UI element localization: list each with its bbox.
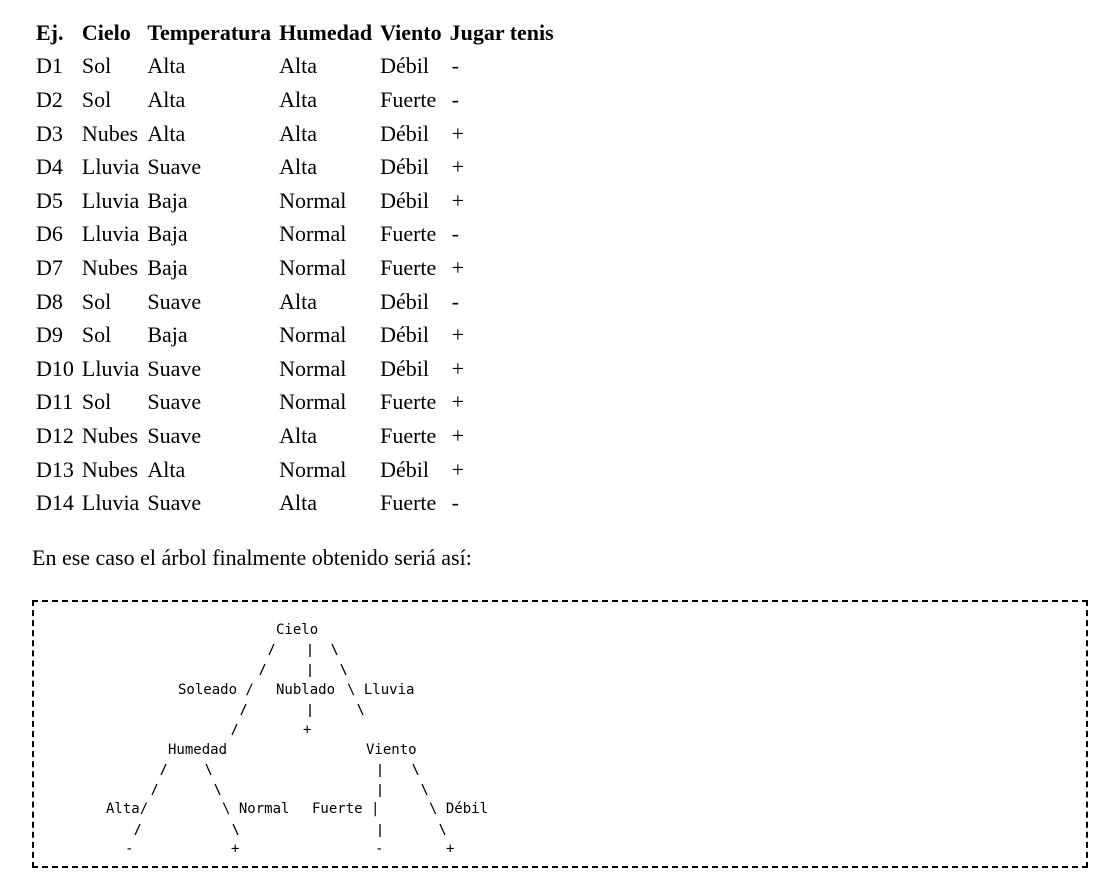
table-row [32,50,558,84]
cell-temperatura: Suave [147,288,202,314]
cell-humedad: Alta [279,154,318,180]
edge-backslash [422,784,427,795]
cell-ej: D10 [36,355,74,381]
cell-cielo: Lluvia [81,355,140,381]
edge-backslash [215,784,220,795]
tree-node-humedad: Humedad [168,742,228,758]
cell-jugar-tenis: - [451,288,459,314]
decision-tree-box [32,600,1088,868]
tree-leaf-nublado: + [303,722,312,738]
cell-viento: Débil [380,355,429,381]
cell-viento: Fuerte [380,389,437,415]
tree-branch-debil: \ Débil [429,801,489,817]
edge-slash [135,824,140,835]
tree-root-cielo: Cielo [276,622,319,638]
cell-viento: Débil [380,288,429,314]
edge-backslash [358,704,363,715]
cell-temperatura: Baja [147,221,188,247]
cell-temperatura: Alta [147,120,186,146]
header-cielo: Cielo [81,19,131,45]
header-ej: Ej. [36,19,64,45]
cell-viento: Fuerte [380,221,437,247]
cell-ej: D14 [36,490,74,516]
cell-viento: Fuerte [380,86,437,112]
cell-viento: Fuerte [380,490,437,516]
cell-humedad: Alta [279,120,318,146]
cell-temperatura: Alta [147,86,186,112]
cell-humedad: Alta [279,490,318,516]
cell-humedad: Normal [279,389,347,415]
table-header-row [32,16,558,50]
tree-node-viento: Viento [366,742,417,758]
decision-tree [34,602,1086,866]
edge-slash [232,724,237,735]
cell-humedad: Alta [279,53,318,79]
edge-slash [152,784,157,795]
cell-cielo: Sol [81,86,112,112]
cell-cielo: Nubes [81,422,139,448]
cell-viento: Fuerte [380,422,437,448]
cell-ej: D12 [36,422,74,448]
table-row [32,486,558,520]
cell-cielo: Nubes [81,120,139,146]
cell-ej: D7 [36,254,63,280]
table-row [32,419,558,453]
edge-backslash [440,824,445,835]
edge-slash [161,764,166,775]
cell-jugar-tenis: + [451,120,465,146]
cell-jugar-tenis: + [451,389,465,415]
cell-cielo: Nubes [81,254,139,280]
cell-temperatura: Baja [147,322,188,348]
cell-temperatura: Suave [147,355,202,381]
intro-text: En ese caso el árbol finalmente obtenido seriá así: [32,545,472,570]
cell-temperatura: Baja [147,187,188,213]
cell-cielo: Nubes [81,456,139,482]
tree-branch-alta: Alta/ [106,801,149,817]
cell-cielo: Sol [81,322,112,348]
cell-humedad: Alta [279,288,318,314]
header-temperatura: Temperatura [147,19,272,45]
cell-jugar-tenis: + [451,355,465,381]
tree-leaf-normal: + [231,841,240,857]
cell-cielo: Lluvia [81,490,140,516]
cell-jugar-tenis: - [451,86,459,112]
cell-ej: D1 [36,53,63,79]
cell-viento: Débil [380,322,429,348]
tree-branch-normal: \ Normal [222,801,290,817]
header-humedad: Humedad [279,19,373,45]
cell-cielo: Sol [81,53,112,79]
cell-jugar-tenis: + [451,322,465,348]
cell-cielo: Lluvia [81,221,140,247]
table-row [32,251,558,285]
edge-backslash [233,824,238,835]
edge-slash [260,664,265,675]
table-row [32,386,558,420]
cell-ej: D6 [36,221,63,247]
edge-slash [269,644,274,655]
table-row [32,150,558,184]
cell-viento: Fuerte [380,254,437,280]
tree-leaf-fuerte: - [375,841,384,857]
cell-humedad: Alta [279,422,318,448]
cell-temperatura: Suave [147,154,202,180]
table-row [32,453,558,487]
cell-jugar-tenis: + [451,456,465,482]
cell-humedad: Normal [279,322,347,348]
examples-table [32,16,558,520]
cell-humedad: Alta [279,86,318,112]
cell-jugar-tenis: - [451,221,459,247]
edge-slash [241,704,246,715]
tree-branch-soleado: Soleado / [178,682,254,698]
edge-backslash [206,764,211,775]
header-viento: Viento [380,19,442,45]
cell-humedad: Normal [279,456,347,482]
cell-jugar-tenis: - [451,53,459,79]
cell-ej: D13 [36,456,74,482]
table-row [32,83,558,117]
table-row [32,218,558,252]
cell-temperatura: Alta [147,53,186,79]
tree-leaf-alta: - [125,841,134,857]
cell-ej: D8 [36,288,63,314]
cell-jugar-tenis: + [451,154,465,180]
cell-temperatura: Suave [147,422,202,448]
table-row [32,184,558,218]
table-row [32,318,558,352]
tree-leaf-debil: + [446,841,455,857]
cell-ej: D9 [36,322,63,348]
cell-humedad: Normal [279,221,347,247]
tree-branch-nublado: Nublado [276,682,336,698]
tree-branch-lluvia: \ Lluvia [347,682,415,698]
cell-viento: Débil [380,120,429,146]
cell-humedad: Normal [279,355,347,381]
cell-viento: Débil [380,456,429,482]
cell-temperatura: Suave [147,490,202,516]
cell-viento: Débil [380,187,429,213]
cell-ej: D2 [36,86,63,112]
cell-cielo: Sol [81,288,112,314]
header-jugar-tenis: Jugar tenis [449,19,554,45]
cell-viento: Débil [380,154,429,180]
cell-cielo: Sol [81,389,112,415]
table-row [32,352,558,386]
table-row [32,117,558,151]
table-row [32,285,558,319]
tree-branch-fuerte: Fuerte | [312,801,380,817]
cell-humedad: Normal [279,254,347,280]
edge-backslash [332,644,337,655]
cell-temperatura: Baja [147,254,188,280]
cell-humedad: Normal [279,187,347,213]
cell-ej: D11 [36,389,74,415]
cell-temperatura: Suave [147,389,202,415]
edge-backslash [341,664,346,675]
cell-ej: D5 [36,187,63,213]
tree-edges [135,644,445,837]
cell-viento: Débil [380,53,429,79]
cell-jugar-tenis: - [451,490,459,516]
cell-ej: D3 [36,120,63,146]
cell-temperatura: Alta [147,456,186,482]
cell-jugar-tenis: + [451,254,465,280]
cell-cielo: Lluvia [81,187,140,213]
edge-backslash [413,764,418,775]
cell-jugar-tenis: + [451,187,465,213]
cell-jugar-tenis: + [451,422,465,448]
cell-cielo: Lluvia [81,154,140,180]
cell-ej: D4 [36,154,63,180]
